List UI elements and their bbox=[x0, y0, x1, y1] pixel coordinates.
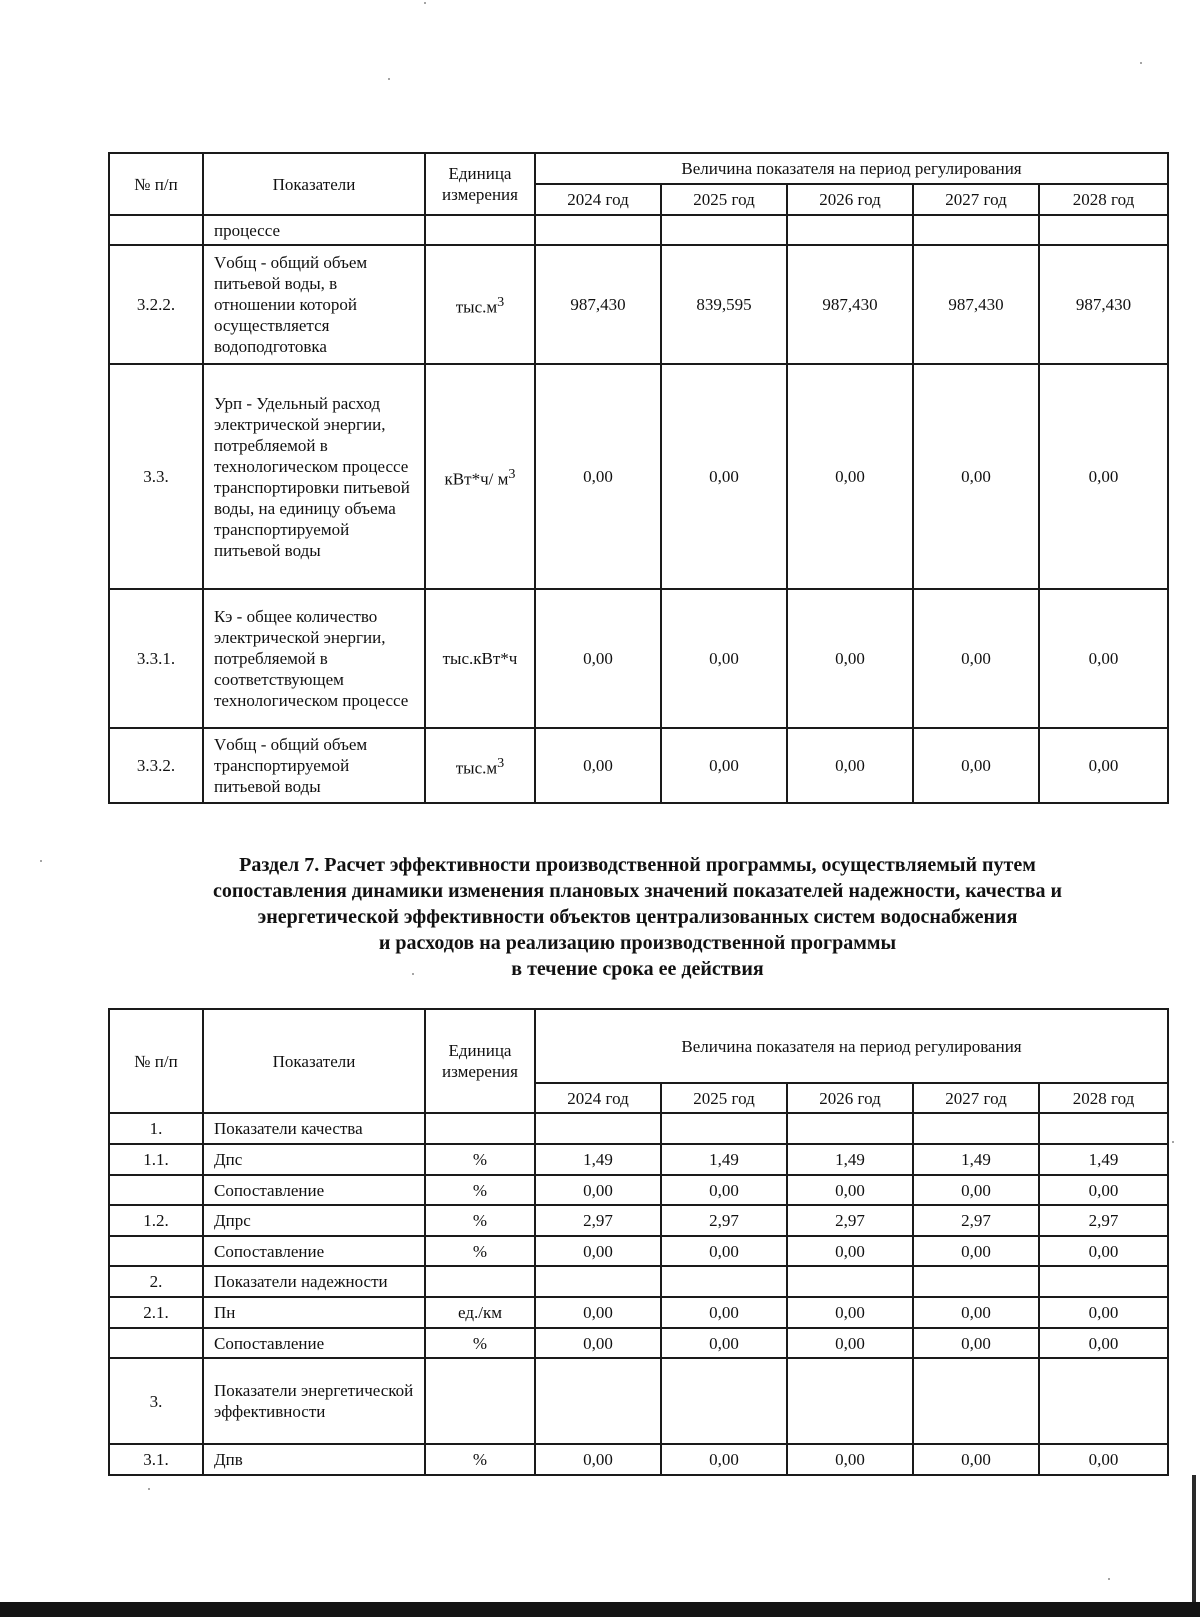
row-num bbox=[109, 1175, 203, 1205]
row-num: 3.3.2. bbox=[109, 728, 203, 803]
scan-speck bbox=[424, 2, 426, 4]
row-value: 0,00 bbox=[787, 589, 913, 728]
row-value: 0,00 bbox=[661, 1297, 787, 1328]
scan-speck bbox=[1108, 1578, 1110, 1580]
row-num: 1.1. bbox=[109, 1144, 203, 1175]
unit-superscript: 3 bbox=[497, 293, 505, 310]
row-value: 0,00 bbox=[661, 728, 787, 803]
row-value bbox=[1039, 215, 1168, 245]
row-value bbox=[913, 1266, 1039, 1297]
row-value: 1,49 bbox=[787, 1144, 913, 1175]
row-value: 0,00 bbox=[535, 589, 661, 728]
row-indicator: Показатели качества bbox=[203, 1113, 425, 1144]
row-num: 3. bbox=[109, 1358, 203, 1444]
row-num: 1. bbox=[109, 1113, 203, 1144]
row-value: 2,97 bbox=[1039, 1205, 1168, 1236]
row-unit bbox=[425, 1113, 535, 1144]
row-indicator: Сопоставление bbox=[203, 1175, 425, 1205]
table-row bbox=[109, 589, 1168, 728]
unit-text: тыс.м bbox=[455, 758, 498, 778]
row-value: 0,00 bbox=[1039, 728, 1168, 803]
row-value: 0,00 bbox=[1039, 1175, 1168, 1205]
row-value: 1,49 bbox=[913, 1144, 1039, 1175]
row-indicator: Показатели энергетической эффективности bbox=[203, 1358, 425, 1444]
row-value: 0,00 bbox=[913, 1175, 1039, 1205]
unit-text: кВт*ч/ м bbox=[444, 469, 509, 489]
row-value: 0,00 bbox=[661, 1236, 787, 1266]
row-value: 0,00 bbox=[787, 1328, 913, 1358]
row-value: 987,430 bbox=[535, 245, 661, 364]
table-row bbox=[109, 1444, 1168, 1475]
row-indicator: процессе bbox=[203, 215, 425, 245]
row-value bbox=[787, 1358, 913, 1444]
header-year: 2024 год bbox=[535, 1083, 661, 1113]
row-unit bbox=[425, 1266, 535, 1297]
unit-text: тыс.м bbox=[455, 297, 498, 317]
row-value: 0,00 bbox=[787, 728, 913, 803]
indicators-table-continued bbox=[108, 152, 1169, 804]
row-value: 0,00 bbox=[1039, 589, 1168, 728]
row-num bbox=[109, 215, 203, 245]
header-year: 2026 год bbox=[787, 184, 913, 215]
row-num: 1.2. bbox=[109, 1205, 203, 1236]
row-value: 0,00 bbox=[913, 1328, 1039, 1358]
header-period: Величина показателя на период регулирования bbox=[535, 153, 1168, 184]
heading-line: энергетической эффективности объектов централизованных систем водоснабжения bbox=[257, 906, 1018, 928]
scan-edge-mark bbox=[1192, 1475, 1196, 1602]
row-value: 0,00 bbox=[913, 589, 1039, 728]
row-value bbox=[913, 1358, 1039, 1444]
row-value: 2,97 bbox=[661, 1205, 787, 1236]
table-row bbox=[109, 1236, 1168, 1266]
row-value: 0,00 bbox=[787, 1175, 913, 1205]
row-unit: % bbox=[425, 1328, 535, 1358]
row-unit: % bbox=[425, 1444, 535, 1475]
header-year: 2025 год bbox=[661, 1083, 787, 1113]
row-unit: тыс.кВт*ч bbox=[425, 589, 535, 728]
row-value bbox=[661, 1358, 787, 1444]
header-indicator: Показатели bbox=[203, 153, 425, 215]
row-value: 0,00 bbox=[535, 364, 661, 589]
row-indicator: Показатели надежности bbox=[203, 1266, 425, 1297]
row-unit bbox=[425, 215, 535, 245]
row-value: 0,00 bbox=[1039, 1444, 1168, 1475]
header-year: 2026 год bbox=[787, 1083, 913, 1113]
row-value: 0,00 bbox=[787, 1444, 913, 1475]
row-value bbox=[1039, 1358, 1168, 1444]
row-num: 2.1. bbox=[109, 1297, 203, 1328]
header-num: № п/п bbox=[109, 153, 203, 215]
heading-line: и расходов на реализацию производственной программы bbox=[378, 932, 897, 954]
row-value: 0,00 bbox=[787, 1297, 913, 1328]
row-value: 2,97 bbox=[787, 1205, 913, 1236]
header-year: 2027 год bbox=[913, 184, 1039, 215]
row-value: 987,430 bbox=[787, 245, 913, 364]
header-num: № п/п bbox=[109, 1009, 203, 1113]
scan-speck bbox=[412, 973, 414, 975]
row-value: 0,00 bbox=[1039, 1297, 1168, 1328]
table-row bbox=[109, 1113, 1168, 1144]
table-row bbox=[109, 1266, 1168, 1297]
heading-line: в течение срока ее действия bbox=[511, 958, 764, 980]
header-year: 2025 год bbox=[661, 184, 787, 215]
row-value bbox=[535, 1358, 661, 1444]
row-num bbox=[109, 1236, 203, 1266]
row-indicator: Пн bbox=[203, 1297, 425, 1328]
row-value bbox=[913, 215, 1039, 245]
row-value: 0,00 bbox=[661, 364, 787, 589]
table-row bbox=[109, 245, 1168, 364]
row-value: 0,00 bbox=[787, 1236, 913, 1266]
row-indicator: Сопоставление bbox=[203, 1328, 425, 1358]
row-indicator: Кэ - общее количество электрической энергии, потребляемой в соответствующем технологическом процессе bbox=[203, 589, 425, 728]
row-unit: % bbox=[425, 1205, 535, 1236]
row-value bbox=[661, 215, 787, 245]
row-value bbox=[787, 1113, 913, 1144]
row-value: 0,00 bbox=[661, 1175, 787, 1205]
table-row bbox=[109, 1297, 1168, 1328]
row-value bbox=[1039, 1113, 1168, 1144]
row-value bbox=[787, 1266, 913, 1297]
row-indicator: Сопоставление bbox=[203, 1236, 425, 1266]
table-row bbox=[109, 1144, 1168, 1175]
row-value: 0,00 bbox=[1039, 1236, 1168, 1266]
row-value: 0,00 bbox=[913, 728, 1039, 803]
row-value: 0,00 bbox=[535, 1175, 661, 1205]
row-num: 3.2.2. bbox=[109, 245, 203, 364]
row-value: 0,00 bbox=[913, 1297, 1039, 1328]
table-row bbox=[109, 1358, 1168, 1444]
unit-superscript: 3 bbox=[508, 465, 516, 482]
row-value: 0,00 bbox=[1039, 364, 1168, 589]
row-value bbox=[661, 1266, 787, 1297]
header-indicator: Показатели bbox=[203, 1009, 425, 1113]
row-value: 0,00 bbox=[913, 1444, 1039, 1475]
heading-line: сопоставления динамики изменения плановых значений показателей надежности, качества и bbox=[212, 880, 1063, 902]
row-value: 839,595 bbox=[661, 245, 787, 364]
row-value: 0,00 bbox=[535, 1444, 661, 1475]
header-year: 2028 год bbox=[1039, 1083, 1168, 1113]
row-value: 0,00 bbox=[787, 364, 913, 589]
header-year: 2027 год bbox=[913, 1083, 1039, 1113]
row-unit: % bbox=[425, 1175, 535, 1205]
row-indicator: Vобщ - общий объем транспортируемой питьевой воды bbox=[203, 728, 425, 803]
row-unit bbox=[425, 245, 535, 364]
row-unit bbox=[425, 364, 535, 589]
header-unit: Единица измерения bbox=[425, 1009, 535, 1113]
header-year: 2028 год bbox=[1039, 184, 1168, 215]
row-value: 0,00 bbox=[661, 1328, 787, 1358]
row-indicator: Дпв bbox=[203, 1444, 425, 1475]
row-indicator: Дпрс bbox=[203, 1205, 425, 1236]
row-value: 0,00 bbox=[535, 1328, 661, 1358]
row-value bbox=[535, 1266, 661, 1297]
row-value bbox=[787, 215, 913, 245]
row-value: 0,00 bbox=[1039, 1328, 1168, 1358]
row-value: 0,00 bbox=[535, 1236, 661, 1266]
row-unit: % bbox=[425, 1236, 535, 1266]
row-value: 2,97 bbox=[535, 1205, 661, 1236]
unit-superscript: 3 bbox=[497, 754, 505, 771]
row-value: 0,00 bbox=[913, 1236, 1039, 1266]
row-value bbox=[913, 1113, 1039, 1144]
row-num bbox=[109, 1328, 203, 1358]
row-value: 0,00 bbox=[913, 364, 1039, 589]
row-value: 1,49 bbox=[535, 1144, 661, 1175]
row-value: 0,00 bbox=[535, 1297, 661, 1328]
row-indicator: Дпс bbox=[203, 1144, 425, 1175]
row-value: 1,49 bbox=[1039, 1144, 1168, 1175]
table-row bbox=[109, 728, 1168, 803]
row-value: 0,00 bbox=[535, 728, 661, 803]
row-value: 2,97 bbox=[913, 1205, 1039, 1236]
row-unit: % bbox=[425, 1144, 535, 1175]
row-unit bbox=[425, 728, 535, 803]
scan-speck bbox=[388, 78, 390, 80]
row-value: 987,430 bbox=[1039, 245, 1168, 364]
row-num: 2. bbox=[109, 1266, 203, 1297]
table-row bbox=[109, 1205, 1168, 1236]
table-row bbox=[109, 215, 1168, 245]
table-row bbox=[109, 1175, 1168, 1205]
scan-speck bbox=[1140, 62, 1142, 64]
row-unit bbox=[425, 1358, 535, 1444]
row-num: 3.3.1. bbox=[109, 589, 203, 728]
row-num: 3.3. bbox=[109, 364, 203, 589]
row-value bbox=[1039, 1266, 1168, 1297]
scan-speck bbox=[148, 1488, 150, 1490]
table-row bbox=[109, 364, 1168, 589]
scan-speck bbox=[1172, 1141, 1174, 1143]
row-value: 1,49 bbox=[661, 1144, 787, 1175]
row-value: 0,00 bbox=[661, 589, 787, 728]
row-value bbox=[535, 215, 661, 245]
row-unit: ед./км bbox=[425, 1297, 535, 1328]
section-7-heading bbox=[108, 852, 1167, 982]
row-value: 987,430 bbox=[913, 245, 1039, 364]
row-num: 3.1. bbox=[109, 1444, 203, 1475]
efficiency-table bbox=[108, 1008, 1169, 1476]
row-indicator: Урп - Удельный расход электрической энергии, потребляемой в технологическом процессе транспортировки питьевой воды, на единицу объема транспортируемой питьевой воды bbox=[203, 364, 425, 589]
row-indicator: Vобщ - общий объем питьевой воды, в отношении которой осуществляется водоподготовка bbox=[203, 245, 425, 364]
header-year: 2024 год bbox=[535, 184, 661, 215]
header-period: Величина показателя на период регулирования bbox=[535, 1009, 1168, 1083]
table-row bbox=[109, 1328, 1168, 1358]
row-value bbox=[661, 1113, 787, 1144]
heading-line: Раздел 7. Расчет эффективности производственной программы, осуществляемый путем bbox=[239, 854, 1036, 876]
row-value bbox=[535, 1113, 661, 1144]
header-unit: Единица измерения bbox=[425, 153, 535, 215]
row-value: 0,00 bbox=[661, 1444, 787, 1475]
scan-speck bbox=[40, 860, 42, 862]
scan-bottom-edge bbox=[0, 1602, 1200, 1617]
